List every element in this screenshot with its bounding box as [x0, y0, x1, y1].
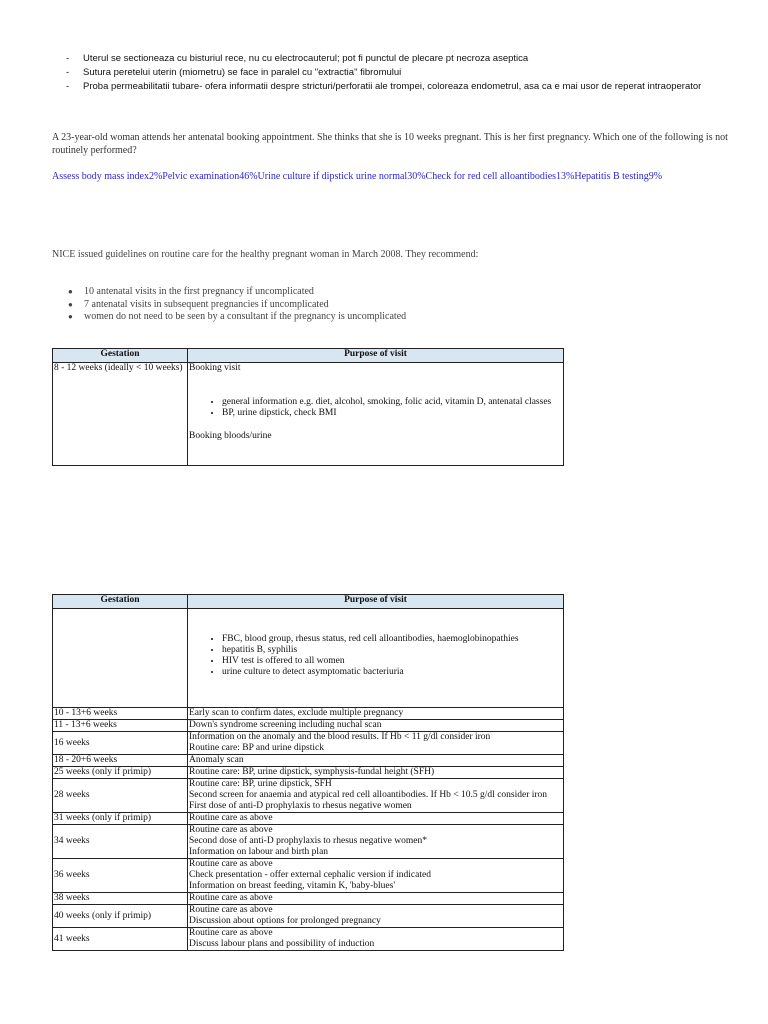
gestation-cell: 11 - 13+6 weeks: [53, 720, 188, 732]
list-item: • HIV test is offered to all women: [222, 656, 562, 667]
gestation-cell: [53, 609, 188, 708]
gestation-cell: 8 - 12 weeks (ideally < 10 weeks): [53, 363, 188, 466]
purpose-cell: [188, 755, 564, 767]
table-row: [53, 732, 564, 755]
gestation-header: Gestation: [53, 349, 188, 363]
list-item: [68, 311, 668, 324]
booking-bloods-label: Booking bloods/urine: [189, 431, 272, 441]
gestation-cell: 10 - 13+6 weeks: [53, 708, 188, 720]
purpose-line: Anomaly scan: [189, 755, 244, 765]
purpose-line: Check presentation - offer external cephalic version if indicated: [189, 870, 431, 880]
purpose-line: Down's syndrome screening including nuchal scan: [189, 720, 382, 730]
list-item: • urine culture to detect asymptomatic bacteriuria: [222, 667, 562, 678]
dash-bullet: -: [66, 81, 70, 92]
note-text: Uterul se sectioneaza cu bisturiul rece, nu cu electrocauterul; pot fi punctul de plecare pt necroza aseptica: [83, 53, 529, 64]
purpose-header: Purpose of visit: [188, 595, 564, 609]
purpose-cell: [188, 732, 564, 755]
gestation-cell: 31 weeks (only if primip): [53, 813, 188, 825]
recommendation-text: 10 antenatal visits in the first pregnancy if uncomplicated: [84, 286, 314, 297]
purpose-line: Discuss labour plans and possibility of induction: [189, 939, 375, 949]
table-row: [53, 928, 564, 951]
purpose-cell: [188, 928, 564, 951]
recommendation-text: 7 antenatal visits in subsequent pregnancies if uncomplicated: [84, 298, 329, 310]
table-row: [53, 813, 564, 825]
table-row: [53, 363, 564, 466]
notes-list: [66, 52, 706, 94]
list-item: [68, 299, 668, 312]
table-row: [53, 859, 564, 893]
gestation-cell: 16 weeks: [53, 732, 188, 755]
dash-bullet: -: [66, 67, 70, 78]
table-row: [53, 767, 564, 779]
answer-options[interactable]: Assess body mass index2%Pelvic examination46%Urine culture if dipstick urine normal30%Check for red cell alloantibodies13%Hepatitis B testing9%: [52, 171, 663, 182]
note-text: Proba permeabilitatii tubare- ofera informatii despre stricturi/perforatii ale trompei, coloreaza endometrul, asa ca e mai usor de reperat intraoperator: [83, 81, 702, 92]
gestation-cell: 38 weeks: [53, 893, 188, 905]
recommendation-text: women do not need to be seen by a consultant if the pregnancy is uncomplicated: [84, 311, 407, 322]
gestation-cell: 25 weeks (only if primip): [53, 767, 188, 779]
dash-bullet: -: [66, 53, 70, 64]
purpose-cell: [188, 708, 564, 720]
purpose-line: Early scan to confirm dates, exclude multiple pregnancy: [189, 708, 404, 718]
purpose-line: Information on breast feeding, vitamin K, 'baby-blues': [189, 881, 396, 891]
purpose-cell: [188, 813, 564, 825]
purpose-cell: [188, 825, 564, 859]
table-header-row: [53, 349, 564, 363]
question-text: A 23-year-old woman attends her antenatal booking appointment. She thinks that she is 10 weeks pregnant. This is her first pregnancy. Which one of the following is not routinely performed?: [52, 132, 728, 156]
list-item: [66, 80, 706, 94]
purpose-line: Routine care as above: [189, 813, 273, 823]
list-item: • BP, urine dipstick, check BMI: [222, 408, 562, 419]
purpose-header: Purpose of visit: [188, 349, 564, 363]
bullet-icon: ●: [68, 287, 73, 296]
purpose-line: Routine care: BP, urine dipstick, symphysis-fundal height (SFH): [189, 767, 435, 777]
purpose-cell: [188, 767, 564, 779]
table-row: [53, 905, 564, 928]
purpose-line: Routine care as above: [189, 825, 273, 835]
purpose-cell: [188, 905, 564, 928]
purpose-line: Discussion about options for prolonged pregnancy: [189, 916, 381, 926]
gestation-cell: 41 weeks: [53, 928, 188, 951]
gestation-cell: 36 weeks: [53, 859, 188, 893]
purpose-line: First dose of anti-D prophylaxis to rhesus negative women: [189, 801, 412, 811]
purpose-cell: [188, 859, 564, 893]
schedule-table-1: [52, 348, 564, 466]
booking-bullets: [189, 397, 562, 419]
purpose-line: Information on the anomaly and the blood results. If Hb < 11 g/dl consider iron: [189, 732, 491, 742]
purpose-line: Second dose of anti-D prophylaxis to rhesus negative women*: [189, 836, 427, 846]
bullet-icon: ●: [68, 312, 73, 321]
table-row: [53, 779, 564, 813]
purpose-line: Routine care as above: [189, 859, 273, 869]
list-item: • hepatitis B, syphilis: [222, 645, 562, 656]
purpose-cell: [188, 720, 564, 732]
gestation-cell: 18 - 20+6 weeks: [53, 755, 188, 767]
purpose-cell: [188, 779, 564, 813]
table-row: [53, 893, 564, 905]
table-row: [53, 708, 564, 720]
table-header-row: [53, 595, 564, 609]
schedule-table-2: [52, 594, 564, 951]
list-item: • FBC, blood group, rhesus status, red cell alloantibodies, haemoglobinopathies: [222, 634, 562, 645]
list-item: • general information e.g. diet, alcohol, smoking, folic acid, vitamin D, antenatal classes: [222, 397, 562, 408]
purpose-line: Routine care: BP, urine dipstick, SFH: [189, 779, 332, 789]
purpose-line: Second screen for anaemia and atypical red cell alloantibodies. If Hb < 10.5 g/dl consider iron: [189, 790, 548, 800]
booking-bloods-bullets: [189, 634, 562, 678]
purpose-cell: [188, 363, 564, 466]
gestation-cell: 34 weeks: [53, 825, 188, 859]
list-item: [66, 66, 706, 80]
purpose-line: Routine care as above: [189, 905, 273, 915]
purpose-line: Information on labour and birth plan: [189, 847, 329, 857]
recommendations-list: [68, 286, 668, 324]
note-text: Sutura peretelui uterin (miometru) se face in paralel cu "extractia" fibromului: [83, 67, 402, 78]
table-row: [53, 755, 564, 767]
booking-visit-label: Booking visit: [189, 363, 241, 373]
purpose-cell: [188, 893, 564, 905]
table-row: [53, 825, 564, 859]
list-item: [66, 52, 706, 66]
gestation-header: Gestation: [53, 595, 188, 609]
nice-intro: NICE issued guidelines on routine care for the healthy pregnant woman in March 2008. They recommend:: [52, 249, 479, 260]
purpose-line: Routine care as above: [189, 893, 273, 903]
bullet-icon: ●: [68, 299, 73, 309]
gestation-cell: 28 weeks: [53, 779, 188, 813]
list-item: [68, 286, 668, 299]
purpose-cell: [188, 609, 564, 708]
table-row: [53, 720, 564, 732]
purpose-line: Routine care: BP and urine dipstick: [189, 743, 324, 753]
purpose-line: Routine care as above: [189, 928, 273, 938]
table-row: [53, 609, 564, 708]
gestation-cell: 40 weeks (only if primip): [53, 905, 188, 928]
